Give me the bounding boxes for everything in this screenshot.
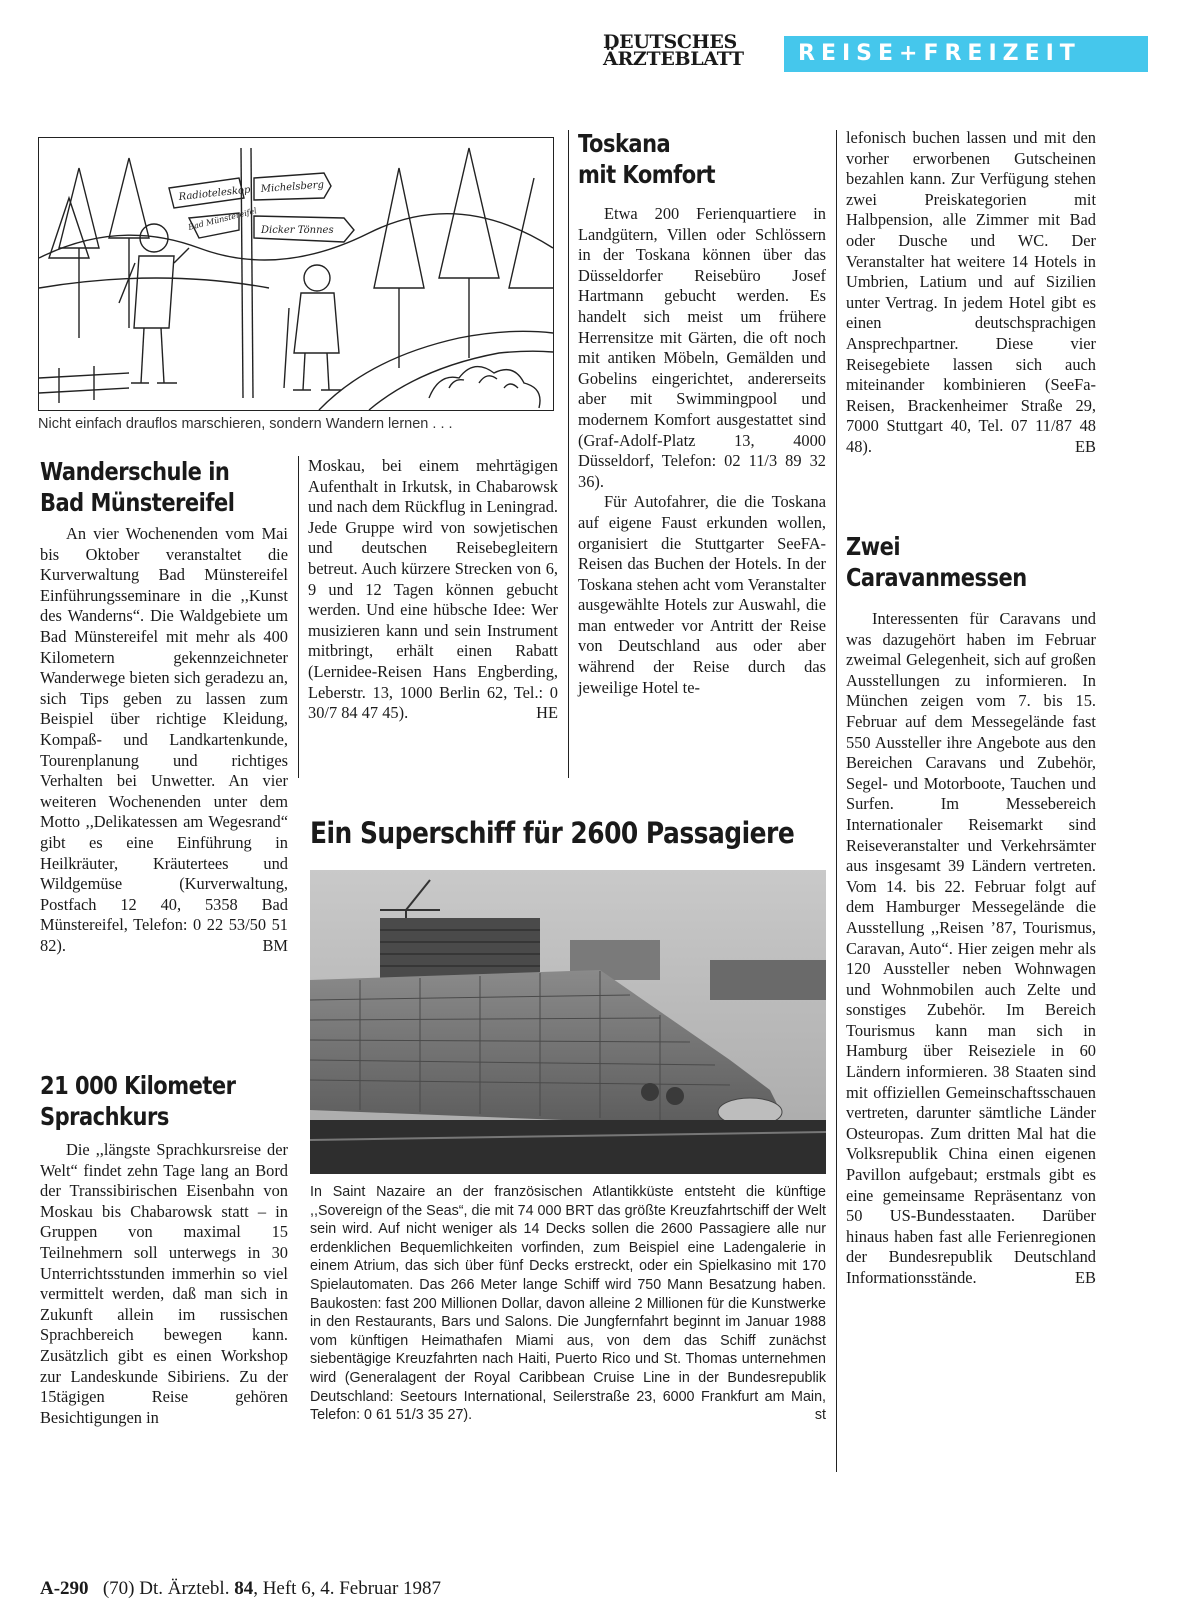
article-sprachkurs-continued bbox=[308, 456, 558, 724]
sign-dicker-toennes: Dicker Tönnes bbox=[261, 225, 334, 236]
masthead-logo-line1: DEUTSCHES bbox=[603, 31, 737, 53]
volume-number: 84 bbox=[234, 1578, 254, 1599]
article-paragraph: Für Autofahrer, die die Toskana auf eigene Faust erkunden wollen, organisiert die Stuttgarter SeeFA-Reisen das Buchen der Hotels. In der Toskana stehen acht vom Veranstalter ausgewählte Hotels zur Auswahl, die man entweder vor Antritt der Reise von Deutschland aus oder aber während der Reise durch das jeweilige Hotel te- bbox=[578, 492, 826, 697]
masthead-logo-line2: ÄRZTEBLATT bbox=[603, 48, 744, 70]
ship-article-title: Ein Superschiff für 2600 Passagiere bbox=[310, 816, 795, 850]
column-rule bbox=[836, 130, 837, 1472]
article-title: Toskana mit Komfort bbox=[578, 129, 716, 189]
sign-bad-muenstereifel: Bad Münstereifel bbox=[187, 206, 258, 232]
article-title: Zwei Caravanmessen bbox=[846, 532, 1027, 592]
column-rule bbox=[298, 456, 299, 778]
ship-photo-caption: In Saint Nazaire an der französischen Atlantikküste entsteht die künftige ,,Sovereign of the Seas“, die mit 74 000 BRT das größte Kreuzfahrtschiff der Welt sein wird. Auf nicht weniger als 14 Decks sollen die 2600 Passagiere alle nur erdenklichen Bequemlichkeiten vorfinden, zum Beispiel eine Ladengalerie in einem Atrium, das sich über fünf Decks erstreckt, oder ein Spielkasino mit 170 Spielautomaten. Das 266 Meter lange Schiff wird 750 Mann Besatzung haben. Baukosten: fast 200 Millionen Dollar, davon alleine 2 Millionen für die Kunstwerke in den Restaurants, Bars und Salons. Die Jungfernfahrt beginnt im Januar 1988 vom künftigen Heimathafen Miami aus, von dem das Schiff zunächst siebentägige Kreuzfahrten nach Haiti, Puerto Rico und St. Thomas unternehmen wird (Generalagent der Royal Caribbean Cruise Line in der Bundesrepublik Deutschland: Seetours International, Seilerstraße 23, 6000 Frankfurt am Main, Telefon: 0 61 51/3 35 27). st bbox=[310, 1184, 826, 1424]
article-title: Wanderschule in Bad Münstereifel bbox=[40, 457, 235, 517]
page-number: A-290 bbox=[40, 1578, 89, 1599]
sign-michelsberg: Michelsberg bbox=[260, 179, 325, 195]
hiking-illustration-drawing bbox=[39, 138, 553, 410]
page-footer bbox=[40, 1578, 441, 1600]
article-body: Moskau, bei einem mehrtägigen Aufenthalt in Irkutsk, in Chabarowsk und nach dem Rückflug in Leningrad. Jede Gruppe wird von sowjetischen und deutschen Reisebegleitern betreut. Auch kürzere Strecken von 6, 9 und 12 Tagen können gebucht werden. Und eine hübsche Idee: Wer musizieren kann und sein Instrument mitbringt, erhält einen Rabatt (Lernidee-Reisen Hans Engberding, Leberstr. 13, 1000 Berlin 62, Tel.: 0 30/7 84 47 45). HE bbox=[308, 456, 558, 723]
article-paragraph: Etwa 200 Ferienquartiere in Landgütern, Villen oder Schlössern in der Toskana können über das Düsseldorfer Reisebüro Josef Hartmann gebucht werden. Es handelt sich meist um frühere Herrensitze mit Gärten, die oft noch mit antiken Möbeln, Gemälden und Gobelins eingerichtet, andererseits aber mit Swimmingpool und modernem Komfort ausgestattet sind (Graf-Adolf-Platz 13, 4000 Düsseldorf, Telefon: 02 11/3 89 32 36). bbox=[578, 204, 826, 491]
article-sprachkurs bbox=[40, 1070, 288, 1428]
sign-radioteleskop: Radioteleskop bbox=[178, 184, 251, 203]
column-rule bbox=[568, 130, 569, 778]
article-body: Die ,,längste Sprachkursreise der Welt“ findet zehn Tage lang an Bord der Transsibirischen Eisenbahn von Moskau bis Chabarowsk statt – in Gruppen von maximal 15 Teilnehmern soll unterwegs in 30 Unterrichtsstunden immerhin so viel vermittelt werden, daß man sich in Zukunft allein im russischen Sprachbereich bewegen kann. Zusätzlich gibt es einen Workshop zur Landeskunde Sibiriens. Zu der 15tägigen Reise gehören Besichtigungen in bbox=[40, 1140, 288, 1427]
article-body: Interessenten für Caravans und was dazugehört haben im Februar zweimal Gelegenheit, sich auf großen Ausstellungen zu informieren. In München zeigen vom 7. bis 15. Februar auf dem Messegelände fast 550 Aussteller ihre Angebote aus den Bereichen Caravans und Zubehör, Segel- und Motorboote, Tauchen und Surfen. Im Messebereich Internationaler Reisemarkt sind Reiseveranstalter und Verkehrsämter aus insgesamt 39 Ländern vertreten. Vom 14. bis 22. Februar folgt auf dem Hamburger Messegelände die Ausstellung ,,Reisen ’87, Tourismus, Caravan, Auto“. Hier zeigen mehr als 120 Aussteller neben Wohnwagen und Wohnmobilen auch Zelte und sonstiges Zubehör. Im Bereich Tourismus kann man sich in Hamburg über Reiseziele in 60 Ländern informieren. 38 Staaten sind mit offiziellen Gemeinschaftsschauen vertreten, darunter sämtliche Länder Osteuropas. Zum dritten Mal hat die Volksrepublik China einen eigenen Pavillon aufgebaut; erstmals gibt es eine gemeinsame Repräsentanz von 50 US-Bundesstaaten. Darüber hinaus haben fast alle Ferienregionen der Bundesrepublik Deutschland Informationsstände. EB bbox=[846, 609, 1096, 1287]
article-caravanmessen bbox=[846, 531, 1096, 1289]
illustration-caption: Nicht einfach drauflos marschieren, sondern Wandern lernen . . . bbox=[38, 416, 453, 432]
author-signature: BM bbox=[262, 935, 288, 955]
section-badge: REISE+FREIZEIT bbox=[784, 36, 1148, 72]
article-title: 21 000 Kilometer Sprachkurs bbox=[40, 1071, 236, 1131]
issue-suffix: , Heft 6, 4. Februar 1987 bbox=[253, 1578, 442, 1599]
author-signature: HE bbox=[536, 703, 558, 723]
masthead-logo bbox=[603, 31, 763, 70]
author-signature: st bbox=[814, 1407, 826, 1424]
author-signature: EB bbox=[1075, 436, 1096, 456]
article-toskana-continued bbox=[846, 128, 1096, 458]
article-wanderschule bbox=[40, 456, 288, 956]
ship-photo bbox=[310, 870, 826, 1174]
article-paragraph: lefonisch buchen lassen und mit den vorher erworbenen Gutscheinen bezahlen kann. Zur Verfügung stehen zwei Preiskategorien mit Halbpension, alle Zimmer mit Bad oder Dusche und WC. Der Veranstalter hat weitere 14 Hotels in Umbrien, Latium und auf Sizilien unter Vertrag. In jedem Hotel gibt es einen deutschsprachigen Ansprechpartner. Diese vier Reisegebiete lassen sich auch miteinander kombinieren (SeeFa-Reisen, Brackenheimer Straße 29, 7000 Stuttgart 40, Tel. 07 11/87 48 48). EB bbox=[846, 128, 1096, 456]
ship-photo-image bbox=[310, 870, 826, 1174]
article-toskana bbox=[578, 128, 826, 698]
article-body: An vier Wochenenden vom Mai bis Oktober veranstaltet die Kurverwaltung Bad Münstereifel Einführungsseminare in die ,,Kunst des Wanderns“. Die Waldgebiete um Bad Münstereifel mit mehr als 400 Kilometern gekennzeichneter Wanderwege bieten sich geradezu an, sich Tips geben zu lassen zum Beispiel über richtige Kleidung, Kompaß- und Landkartenkunde, Tourenplanung und richtiges Verhalten bei Unwetter. An vier weiteren Wochenenden unter dem Motto ,,Delikatessen am Wegesrand“ gibt es eine Einführung in Heilkräuter, Kräutertees und Wildgemüse (Kurverwaltung, Postfach 12 40, 5358 Bad Münstereifel, Telefon: 0 22 53/50 51 82). BM bbox=[40, 524, 288, 955]
author-signature: EB bbox=[1075, 1268, 1096, 1287]
issue-prefix: (70) Dt. Ärztebl. bbox=[102, 1578, 230, 1599]
hiking-illustration bbox=[38, 137, 554, 411]
